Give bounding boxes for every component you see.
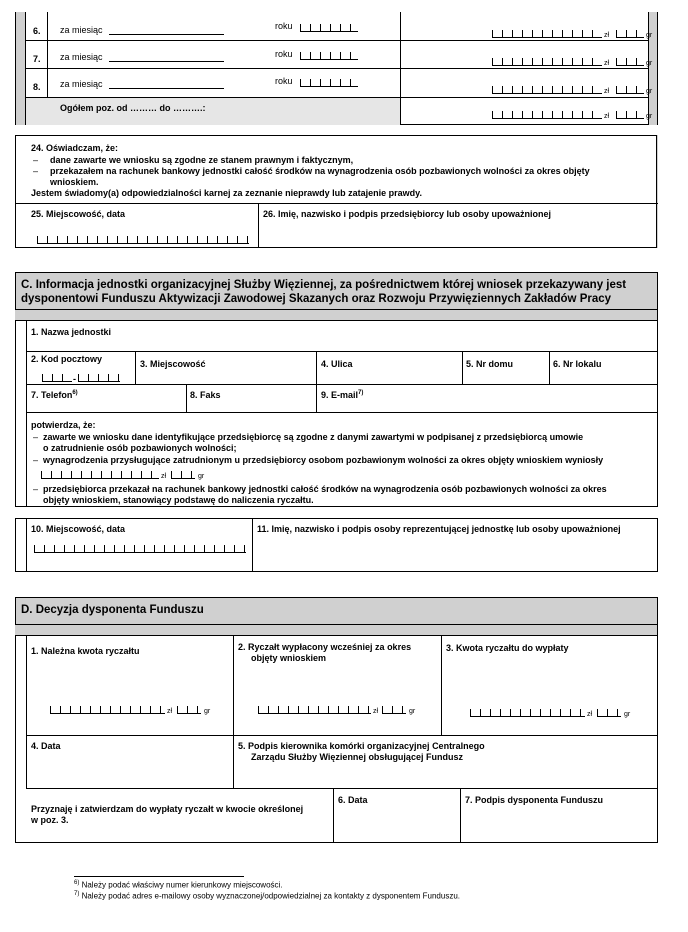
month-label: za miesiąc (60, 25, 103, 35)
wages-zl-field[interactable] (41, 471, 159, 479)
postal-dash: - (73, 374, 76, 384)
section-d-title: D. Decyzja dysponenta Funduszu (21, 604, 204, 616)
right-gray-strip (648, 12, 658, 125)
amount-zl-field[interactable] (492, 30, 602, 38)
signature-label: 26. Imię, nazwisko i podpis przedsiębiorcy lub osoby upoważnionej (263, 209, 552, 219)
year-field[interactable] (300, 24, 358, 32)
confirm-item: przedsiębiorca przekazał na rachunek bankowy jednostki całość środków na wynagrodzenia osób pozbawionych wolności za okres (43, 484, 607, 494)
zl-label: zł (604, 113, 610, 120)
place-date-field[interactable] (34, 545, 246, 553)
gr-label: gr (646, 32, 653, 39)
due-amount-zl-field[interactable] (50, 706, 165, 714)
year-field[interactable] (300, 52, 358, 60)
zl-label: zł (167, 708, 173, 715)
amount-gr-field[interactable] (616, 86, 644, 94)
paid-earlier-zl-field[interactable] (258, 706, 371, 714)
section-c-title: dysponentowi Funduszu Aktywizacji Zawodowej Skazanych oraz Rozwoju Przywięziennych Zakładów Pracy (21, 293, 612, 305)
declaration-item: przekazałem na rachunek bankowy jednostki całość środków na wynagrodzenia osób pozbawionych wolności za okres objęty (50, 166, 590, 176)
due-amount-label: 1. Należna kwota ryczałtu (31, 646, 140, 656)
total-label: Ogółem poz. od ……… do ……….: (60, 103, 206, 113)
declaration-gray-right (657, 135, 658, 248)
amount-gr-field[interactable] (616, 58, 644, 66)
gr-label: gr (409, 708, 416, 715)
paid-earlier-label: 2. Ryczałt wypłacony wcześniej za okres (238, 642, 412, 652)
street-label: 4. Ulica (321, 359, 353, 369)
city-label: 3. Miejscowość (140, 359, 206, 369)
accept-label: w poz. 3. (31, 815, 69, 825)
gr-label: gr (646, 60, 653, 67)
declaration-item: dane zawarte we wniosku są zgodne ze stanem prawnym i faktycznym, (50, 155, 354, 165)
fax-label: 8. Faks (190, 390, 221, 400)
footnote: $^{6)}$ Należy podać właściwy numer kierunkowy miejscowości. (74, 880, 283, 890)
declaration-item: wnioskiem. (50, 177, 99, 187)
row-number: 6. (33, 26, 41, 36)
disponent-signature-label: 7. Podpis dysponenta Funduszu (465, 795, 604, 805)
row-number: 7. (33, 54, 41, 64)
unit-name-label: 1. Nazwa jednostki (31, 327, 112, 337)
accept-label: Przyznaję i zatwierdzam do wypłaty ryczałt w kwocie określonej (31, 804, 304, 814)
to-pay-label: 3. Kwota ryczałtu do wypłaty (446, 643, 569, 653)
month-field[interactable] (109, 34, 224, 35)
total-zl-field[interactable] (492, 111, 602, 119)
month-label: za miesiąc (60, 79, 103, 89)
head-signature-label: 5. Podpis kierownika komórki organizacyjnej Centralnego (238, 741, 485, 751)
postal-code-label: 2. Kod pocztowy (31, 354, 103, 364)
section-c-title: C. Informacja jednostki organizacyjnej Służby Więziennej, za pośrednictwem której wniosek przekazywany jest (21, 279, 627, 291)
phone-label: 7. Telefon$^{6)}$ (31, 390, 78, 400)
zl-label: zł (604, 32, 610, 39)
row-number: 8. (33, 82, 41, 92)
confirms-label: potwierdza, że: (31, 420, 96, 430)
house-no-label: 5. Nr domu (466, 359, 514, 369)
month-field[interactable] (109, 88, 224, 89)
paid-earlier-label: objęty wnioskiem (251, 653, 327, 663)
to-pay-zl-field[interactable] (470, 709, 585, 717)
zl-label: zł (604, 60, 610, 67)
gr-label: gr (198, 473, 205, 480)
amount-gr-field[interactable] (616, 30, 644, 38)
dash: – (33, 155, 39, 165)
amount-zl-field[interactable] (492, 58, 602, 66)
zl-label: zł (373, 708, 379, 715)
date-label: 4. Data (31, 741, 61, 751)
place-date-label: 10. Miejscowość, data (31, 524, 126, 534)
wages-gr-field[interactable] (171, 471, 195, 479)
dash: – (33, 166, 39, 176)
footnote-separator (74, 876, 244, 877)
year-label: roku (275, 49, 293, 59)
head-signature-label: Zarządu Służby Więziennej obsługującej Fundusz (251, 752, 463, 762)
footnote: $^{7)}$ Należy podać adres e-mailowy osoby wyznaczonej/odpowiedzialnej za kontakty z dysponentem Funduszu. (74, 891, 461, 901)
place-date-label: 25. Miejscowość, data (31, 209, 126, 219)
zl-label: zł (161, 473, 167, 480)
confirm-item: zawarte we wniosku dane identyfikujące przedsiębiorcę są zgodne z danymi zawartymi w podpisanej z przedsiębiorcą umowie (43, 432, 584, 442)
left-gray-strip (15, 12, 25, 125)
dash: – (33, 484, 39, 494)
dash: – (33, 432, 39, 442)
date6-label: 6. Data (338, 795, 368, 805)
gr-label: gr (624, 711, 631, 718)
total-gr-field[interactable] (616, 111, 644, 119)
year-label: roku (275, 76, 293, 86)
representative-signature-label: 11. Imię, nazwisko i podpis osoby reprezentującej jednostkę lub osoby upoważnionej (257, 524, 621, 534)
declaration-title: 24. Oświadczam, że: (31, 143, 119, 153)
amount-zl-field[interactable] (492, 86, 602, 94)
year-label: roku (275, 21, 293, 31)
due-amount-gr-field[interactable] (177, 706, 201, 714)
dash: – (33, 455, 39, 465)
postal-code-field-a[interactable] (42, 374, 72, 382)
zl-label: zł (604, 88, 610, 95)
email-label: 9. E-mail$^{7)}$ (321, 390, 364, 400)
section-c-gray-strip (15, 310, 658, 320)
confirm-item: objęty wnioskiem, stanowiący podstawę do naliczenia ryczałtu. (43, 495, 314, 505)
confirm-item: wynagrodzenia przysługujące zatrudnionym u przedsiębiorcy osobom pozbawionym wolności za okres objęty wnioskiem wyniosły (43, 455, 604, 465)
year-field[interactable] (300, 79, 358, 87)
postal-code-field-b[interactable] (78, 374, 120, 382)
confirm-item: o zatrudnienie osób pozbawionych wolności; (43, 443, 237, 453)
place-date-field[interactable] (37, 236, 249, 244)
month-label: za miesiąc (60, 52, 103, 62)
gr-label: gr (646, 88, 653, 95)
flat-no-label: 6. Nr lokalu (553, 359, 602, 369)
paid-earlier-gr-field[interactable] (382, 706, 406, 714)
month-field[interactable] (109, 61, 224, 62)
to-pay-gr-field[interactable] (597, 709, 621, 717)
zl-label: zł (587, 711, 593, 718)
gr-label: gr (204, 708, 211, 715)
declaration-note: Jestem świadomy(a) odpowiedzialności karnej za zeznanie nieprawdy lub zatajenie prawdy. (31, 188, 422, 198)
gr-label: gr (646, 113, 653, 120)
section-d-gray-strip (15, 625, 658, 635)
